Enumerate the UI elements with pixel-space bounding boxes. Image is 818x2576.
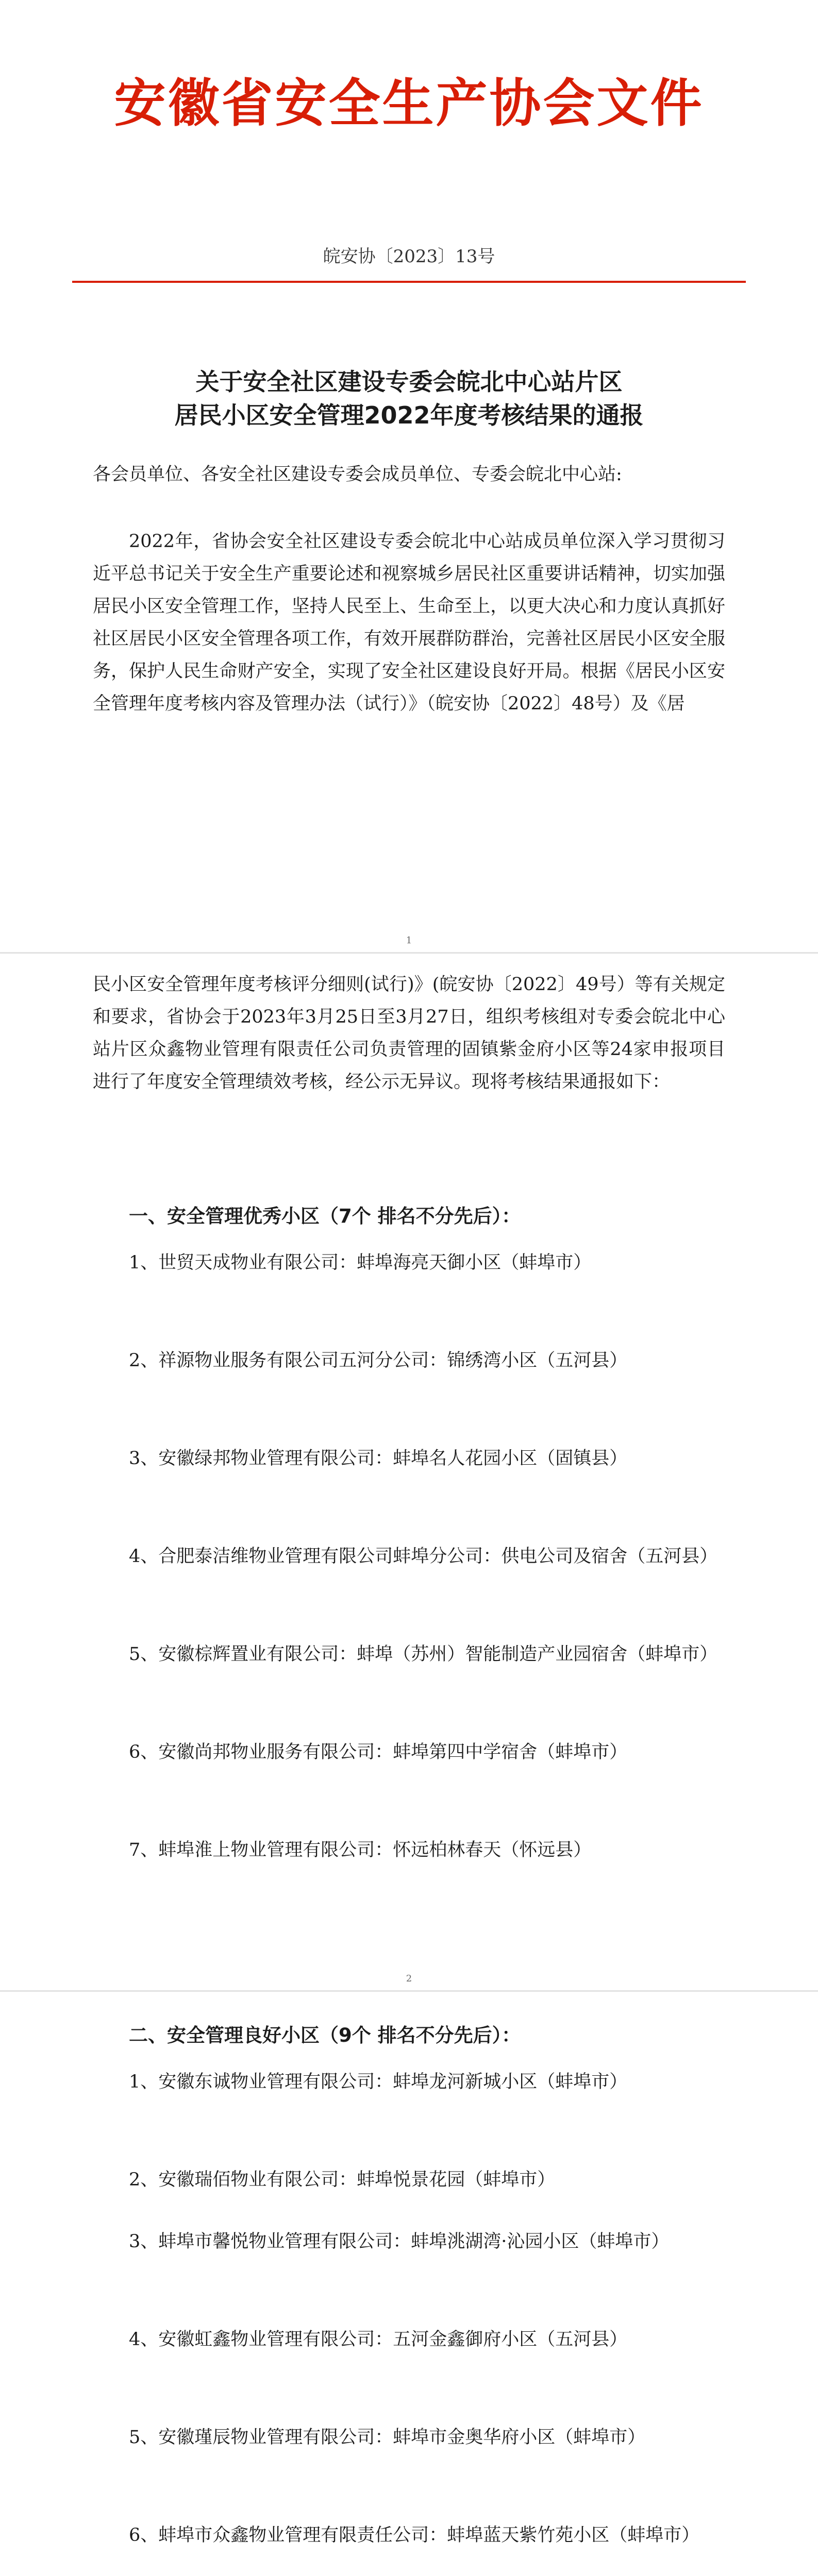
good-list-item: 1、安徽东诚物业管理有限公司：蚌埠龙河新城小区（蚌埠市） (129, 2072, 628, 2092)
header-red-divider (72, 281, 746, 283)
body-paragraph-1: 2022年，省协会安全社区建设专委会皖北中心站成员单位深入学习贯彻习近平总书记关于安全生产重要论述和视察城乡居民社区重要讲话精神，切实加强居民小区安全管理工作，坚持人民至上、生命至上，以更大决心和力度认真抓好社区居民小区安全管理各项工作，有效开展群防群治，完善社区居民小区安全服务，保护人民生命财产安全，实现了安全社区建设良好开局。根据《居民小区安全管理年度考核内容及管理办法（试行）》（皖安协〔2022〕48号）及《居 (93, 531, 725, 714)
document-number: 皖安协〔2023〕13号 (323, 246, 495, 267)
good-list-item: 6、蚌埠市众鑫物业管理有限责任公司：蚌埠蓝天紫竹苑小区（蚌埠市） (129, 2525, 700, 2546)
excellent-list-item: 7、蚌埠淮上物业管理有限公司：怀远柏林春天（怀远县） (129, 1840, 592, 1860)
excellent-list-item: 2、祥源物业服务有限公司五河分公司：锦绣湾小区（五河县） (129, 1350, 628, 1371)
excellent-list-item: 3、安徽绿邦物业管理有限公司：蚌埠名人花园小区（固镇县） (129, 1448, 628, 1469)
section-excellent-heading: 一、安全管理优秀小区（7个 排名不分先后）： (129, 1205, 521, 1227)
addressee: 各会员单位、各安全社区建设专委会成员单位、专委会皖北中心站: (93, 464, 622, 485)
good-list-item: 5、安徽瑾辰物业管理有限公司：蚌埠市金奥华府小区（蚌埠市） (129, 2427, 646, 2448)
good-list-item: 4、安徽虹鑫物业管理有限公司：五河金鑫御府小区（五河县） (129, 2329, 628, 2350)
excellent-list-item: 5、安徽棕辉置业有限公司：蚌埠（苏州）智能制造产业园宿舍（蚌埠市） (129, 1644, 718, 1665)
document-header-title: 安徽省安全生产协会文件 (114, 73, 704, 133)
page-break-1 (0, 952, 818, 954)
good-list-item: 3、蚌埠市馨悦物业管理有限公司：蚌埠洮湖湾·沁园小区（蚌埠市） (129, 2231, 670, 2252)
document-title-line2: 居民小区安全管理2022年度考核结果的通报 (174, 401, 644, 429)
body-paragraph-1-continued: 民小区安全管理年度考核评分细则(试行)》(皖安协〔2022〕49号）等有关规定和要求，省协会于2023年3月25日至3月27日，组织考核组对专委会皖北中心站片区众鑫物业管理有限责任公司负责管理的固镇紫金府小区等24家申报项目进行了年度安全管理绩效考核，经公示无异议。现将考核结果通报如下： (93, 974, 725, 1092)
good-list-item: 2、安徽瑞佰物业有限公司：蚌埠悦景花园（蚌埠市） (129, 2170, 556, 2190)
excellent-list-item: 4、合肥泰洁维物业管理有限公司蚌埠分公司：供电公司及宿舍（五河县） (129, 1546, 718, 1567)
excellent-list-item: 6、安徽尚邦物业服务有限公司：蚌埠第四中学宿舍（蚌埠市） (129, 1742, 628, 1762)
excellent-list-item: 1、世贸天成物业有限公司：蚌埠海亮天御小区（蚌埠市） (129, 1252, 592, 1273)
document-title-line1: 关于安全社区建设专委会皖北中心站片区 (195, 368, 623, 396)
page-break-2 (0, 1990, 818, 1992)
section-good-heading: 二、安全管理良好小区（9个 排名不分先后）： (129, 2024, 521, 2046)
page-number-1: 1 (406, 935, 412, 946)
page-number-2: 2 (406, 1973, 412, 1984)
